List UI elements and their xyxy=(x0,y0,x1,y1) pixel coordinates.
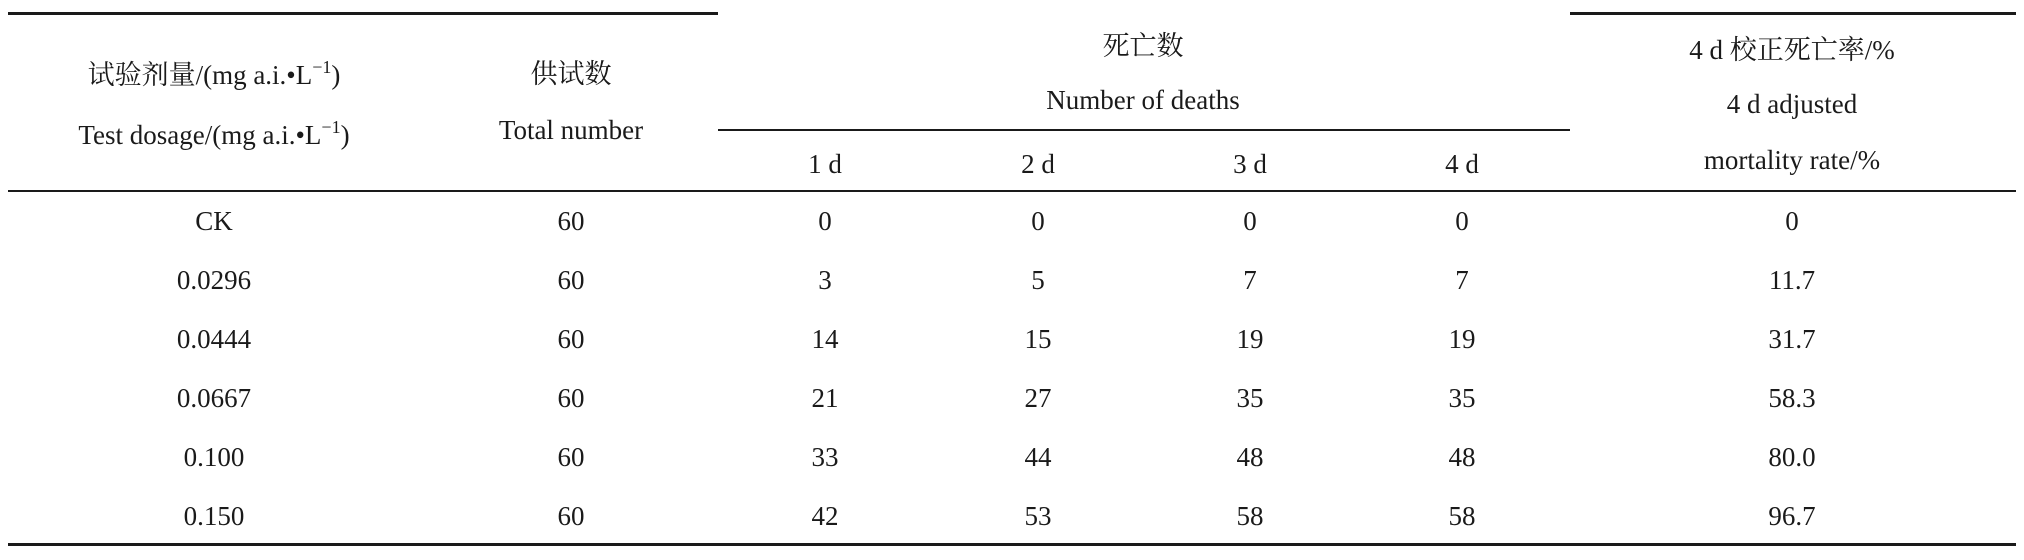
cell-day-2: 53 xyxy=(1024,501,1052,531)
cell-day-1: 3 xyxy=(818,265,832,295)
cell-mortality: 96.7 xyxy=(1768,501,1816,531)
cell-total: 60 xyxy=(557,383,585,413)
cell-dosage: 0.0444 xyxy=(176,324,252,354)
cell-day-3: 7 xyxy=(1243,265,1257,295)
cell-day-2: 0 xyxy=(1031,206,1045,236)
header-mortality-en-1: 4 d adjusted xyxy=(1726,89,1858,119)
cell-mortality: 11.7 xyxy=(1768,265,1816,295)
header-dosage-en-close: ) xyxy=(340,120,350,150)
cell-day-4: 7 xyxy=(1455,265,1469,295)
header-bottom-rule xyxy=(8,190,2016,192)
top-rule-left xyxy=(8,12,718,15)
cell-day-3: 0 xyxy=(1243,206,1257,236)
header-day-1: 1 d xyxy=(808,149,842,179)
cell-mortality: 80.0 xyxy=(1768,442,1816,472)
cell-mortality: 31.7 xyxy=(1768,324,1816,354)
header-dosage-en-text: Test dosage/(mg a.i.•L xyxy=(78,120,322,150)
cell-day-3: 58 xyxy=(1236,501,1264,531)
header-day-3: 3 d xyxy=(1233,149,1267,179)
cell-day-2: 5 xyxy=(1031,265,1045,295)
cell-total: 60 xyxy=(557,206,585,236)
header-dosage-cn-sup: −1 xyxy=(312,57,332,77)
header-day-2: 2 d xyxy=(1021,149,1055,179)
header-dosage-cn-text: 试验剂量/(mg a.i.•L xyxy=(87,60,313,90)
header-dosage-en-sup: −1 xyxy=(321,117,341,137)
cell-dosage: 0.0667 xyxy=(176,383,252,413)
cell-dosage: 0.100 xyxy=(183,442,245,472)
cell-day-4: 19 xyxy=(1448,324,1476,354)
cell-day-1: 33 xyxy=(811,442,839,472)
cell-day-1: 42 xyxy=(811,501,839,531)
cell-day-2: 15 xyxy=(1024,324,1052,354)
cell-day-1: 14 xyxy=(811,324,839,354)
header-deaths-cn: 死亡数 xyxy=(1102,31,1184,61)
cell-dosage: 0.0296 xyxy=(176,265,252,295)
header-day-4: 4 d xyxy=(1445,149,1479,179)
cell-total: 60 xyxy=(557,324,585,354)
cell-day-3: 35 xyxy=(1236,383,1264,413)
cell-mortality: 0 xyxy=(1785,206,1799,236)
cell-day-1: 0 xyxy=(818,206,832,236)
cell-day-3: 19 xyxy=(1236,324,1264,354)
cell-day-2: 27 xyxy=(1024,383,1052,413)
cell-day-3: 48 xyxy=(1236,442,1264,472)
deaths-subheader-rule xyxy=(718,129,1570,131)
cell-mortality: 58.3 xyxy=(1768,383,1816,413)
cell-dosage: CK xyxy=(195,206,233,236)
cell-day-4: 58 xyxy=(1448,501,1476,531)
header-total-cn: 供试数 xyxy=(530,59,612,89)
top-rule-right xyxy=(1570,12,2016,15)
header-dosage-cn xyxy=(88,59,341,91)
header-deaths-en: Number of deaths xyxy=(1046,85,1240,115)
header-dosage-en xyxy=(78,119,349,151)
header-mortality-en-2: mortality rate/% xyxy=(1703,145,1881,175)
header-total-en: Total number xyxy=(498,115,644,145)
cell-day-4: 35 xyxy=(1448,383,1476,413)
cell-day-4: 0 xyxy=(1455,206,1469,236)
cell-total: 60 xyxy=(557,501,585,531)
header-dosage-cn-close: ) xyxy=(331,60,341,90)
cell-day-1: 21 xyxy=(811,383,839,413)
cell-day-4: 48 xyxy=(1448,442,1476,472)
header-mortality-cn: 4 d 校正死亡率/% xyxy=(1689,35,1895,65)
cell-total: 60 xyxy=(557,442,585,472)
cell-dosage: 0.150 xyxy=(183,501,245,531)
cell-total: 60 xyxy=(557,265,585,295)
bottom-rule xyxy=(8,543,2016,546)
cell-day-2: 44 xyxy=(1024,442,1052,472)
